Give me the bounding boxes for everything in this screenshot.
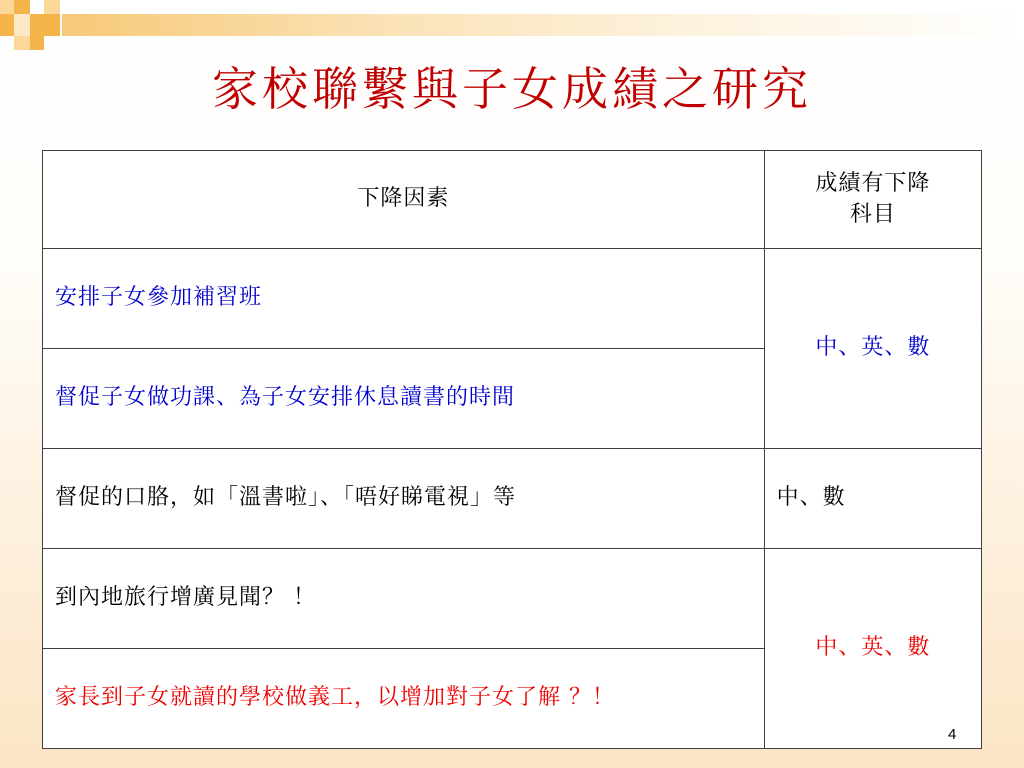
table-row xyxy=(43,549,982,649)
deco-square xyxy=(14,36,30,50)
header-factor: 下降因素 xyxy=(43,151,765,249)
factor-cell: 督促子女做功課、為子女安排休息讀書的時間 xyxy=(43,349,765,449)
header-gradient-bar xyxy=(62,14,1024,36)
subjects-cell: 中、數 xyxy=(764,449,981,549)
deco-square xyxy=(30,14,44,36)
deco-square xyxy=(14,14,30,36)
table-header-row xyxy=(43,151,982,249)
deco-square xyxy=(30,36,44,50)
deco-square xyxy=(0,0,14,14)
header-subjects: 成績有下降 科目 xyxy=(764,151,981,249)
deco-square xyxy=(44,14,60,36)
deco-square xyxy=(44,0,60,14)
factors-table xyxy=(42,150,982,749)
slide-title: 家校聯繫與子女成績之研究 xyxy=(212,62,812,116)
table-row xyxy=(43,249,982,349)
table-row xyxy=(43,449,982,549)
factor-cell: 到內地旅行增廣見聞？ ！ xyxy=(43,549,765,649)
subjects-cell: 中、英、數 xyxy=(764,549,981,749)
deco-square xyxy=(14,0,30,14)
factor-cell: 督促的口胳，如「溫書啦」、「唔好睇電視」等 xyxy=(43,449,765,549)
page-number: 4 xyxy=(948,726,957,743)
corner-decoration xyxy=(0,0,1024,50)
subjects-cell: 中、英、數 xyxy=(764,249,981,449)
factor-cell: 家長到子女就讀的學校做義工，以增加對子女了解 ？！ xyxy=(43,649,765,749)
deco-square xyxy=(0,14,14,36)
factor-cell: 安排子女參加補習班 xyxy=(43,249,765,349)
